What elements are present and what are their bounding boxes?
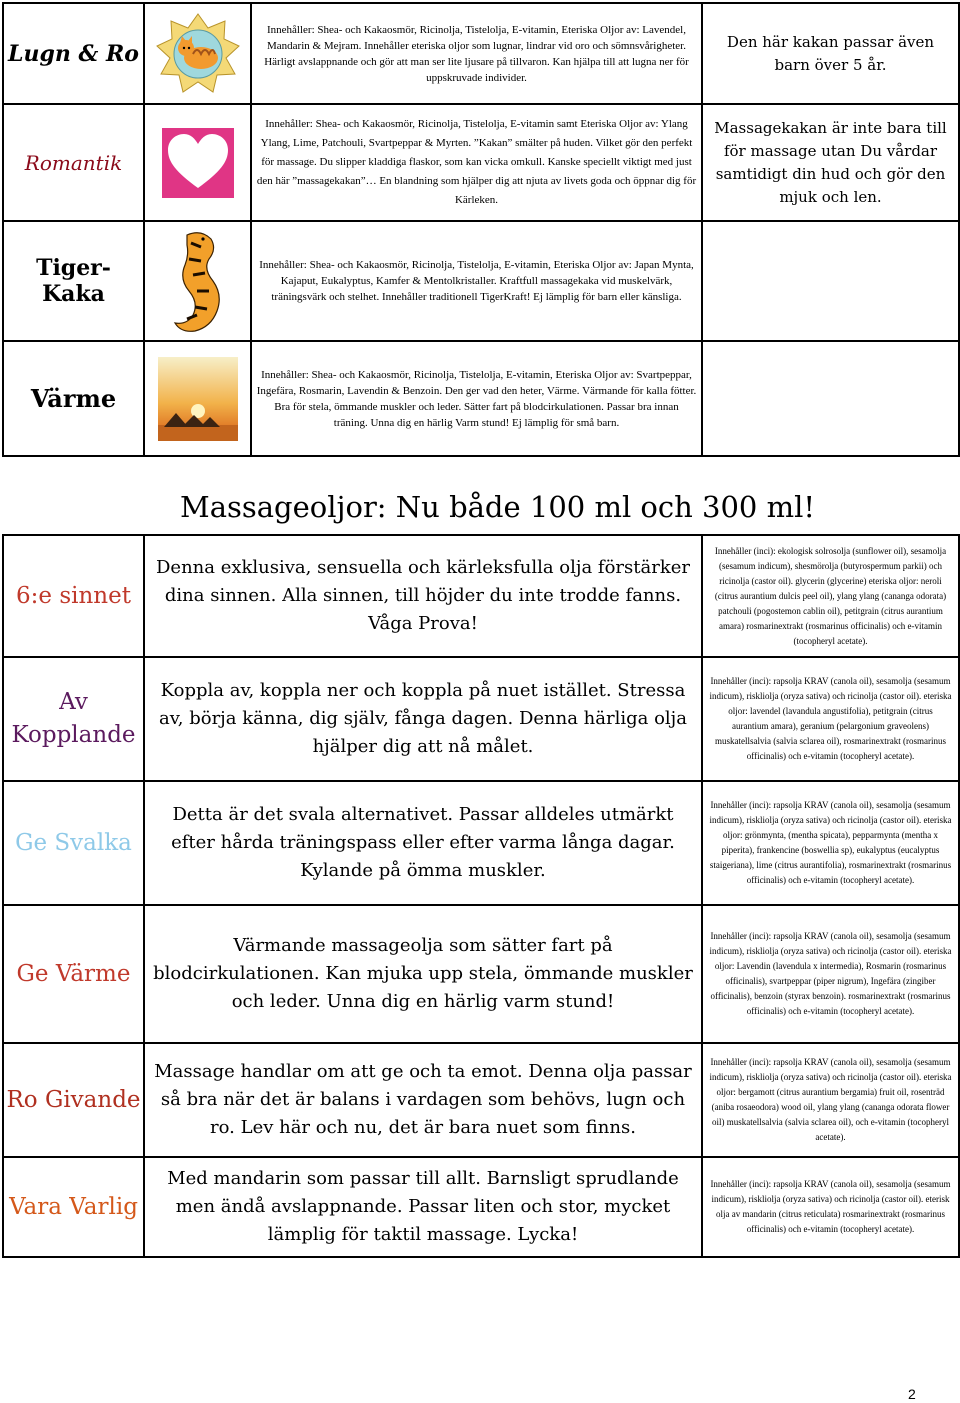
oil-row bbox=[3, 1157, 959, 1257]
oil-description: Med mandarin som passar till allt. Barnsligt sprudlande men ändå avslappnande. Passar liten och stor, mycket lämplig för taktil massage. Lycka! bbox=[144, 1157, 702, 1257]
cake-note: Den här kakan passar även barn över 5 år. bbox=[702, 3, 959, 104]
oil-name: 6:e sinnet bbox=[3, 535, 144, 657]
pyramids-sunset-icon bbox=[158, 357, 238, 441]
oil-ingredients: Innehåller (inci): rapsolja KRAV (canola oil), sesamolja (sesamum indicum), riskliolja (oryza sativa) och ricinolja (castor oil). eteriska oljor: bergamott (citrus aurantium bergamia) fruit oil, rosenträd (aniba rosaeodora) wood oil, ylang ylang (cananga odorata flower oil) muskatellsalvia (salvia sclarea oil), och e-vitamin (tocopheryl acetate). bbox=[702, 1043, 959, 1157]
cake-description: Innehåller: Shea- och Kakaosmör, Ricinolja, Tistelolja, E-vitamin samt Eteriska Oljor av: Ylang Ylang, Lime, Patchouli, Svartpeppar & Myrten. ”Kakan” smälter på huden. Vilket gör den perfekt för massage. Du slipper kladdiga flaskor, som kan vicka omkull. Kanske speciellt viktigt med just den här ”massagekakan”… En blandning som hjälper dig att njuta av livets goda och öppnar dig för Kärleken. bbox=[251, 104, 702, 221]
cake-description: Innehåller: Shea- och Kakaosmör, Ricinolja, Tistelolja, E-vitamin, Eteriska Oljor av: Japan Mynta, Kajaput, Eukalyptus, Kamfer & Mentolkristaller. Kraftfull massagekaka vid muskelvärk, träningsvärk och stelhet. Innehåller traditionell TigerKraft! Ej lämplig för barn eller känsliga. bbox=[251, 221, 702, 341]
cake-name: Lugn & Ro bbox=[3, 3, 144, 104]
cake-image bbox=[144, 3, 251, 104]
cake-name: Romantik bbox=[3, 104, 144, 221]
cat-icon bbox=[155, 12, 241, 96]
cake-image bbox=[144, 221, 251, 341]
cake-image bbox=[144, 104, 251, 221]
cake-row bbox=[3, 221, 959, 341]
oil-description: Denna exklusiva, sensuella och kärleksfulla olja förstärker dina sinnen. Alla sinnen, till höjder du inte trodde fanns. Våga Prova! bbox=[144, 535, 702, 657]
oil-name: Av Kopplande bbox=[3, 657, 144, 781]
cake-name: Värme bbox=[3, 341, 144, 456]
oil-row bbox=[3, 657, 959, 781]
cake-description: Innehåller: Shea- och Kakaosmör, Ricinolja, Tistelolja, E-vitamin, Eteriska Oljor av: Svartpeppar, Ingefära, Rosmarin, Lavendin & Benzoin. Den ger vad den heter, Värme. Värmande för kalla fötter. Bra för stela, ömmande muskler och leder. Sätter fart på blodcirkulationen. Passar bra innan träning. Unna dig en härlig Varm stund! Ej lämplig för små barn. bbox=[251, 341, 702, 456]
cake-image bbox=[144, 341, 251, 456]
oil-description: Detta är det svala alternativet. Passar alldeles utmärkt efter hårda träningspass eller efter varma långa dagar. Kylande på ömma muskler. bbox=[144, 781, 702, 905]
cakes-table bbox=[2, 2, 960, 457]
oil-name: Ge Svalka bbox=[3, 781, 144, 905]
cake-description: Innehåller: Shea- och Kakaosmör, Ricinolja, Tistelolja, E-vitamin, Eteriska Oljor av: Lavendel, Mandarin & Mejram. Innehåller eteriska oljor som lugnar, lindrar vid oro och sömnsvårigheter. Härligt avslappnande och gör att man ser lite ljusare på tillvaron. Kan hjälpa till att lugna ner för uppskruvade individer. bbox=[251, 3, 702, 104]
cake-note-empty bbox=[702, 341, 959, 456]
cake-row bbox=[3, 104, 959, 221]
oil-name: Ro Givande bbox=[3, 1043, 144, 1157]
page-number: 2 bbox=[908, 1386, 916, 1402]
cake-name: Tiger- Kaka bbox=[3, 221, 144, 341]
oil-description: Koppla av, koppla ner och koppla på nuet istället. Stressa av, börja känna, dig själv, fånga dagen. Denna härliga olja hjälper dig att nå målet. bbox=[144, 657, 702, 781]
oils-heading: Massageoljor: Nu både 100 ml och 300 ml! bbox=[180, 490, 816, 524]
tiger-icon bbox=[167, 229, 229, 333]
heart-icon bbox=[162, 128, 234, 198]
oil-row bbox=[3, 781, 959, 905]
oil-description: Massage handlar om att ge och ta emot. Denna olja passar så bra när det är balans i vardagen som behövs, lugn och ro. Lev här och nu, det är bara nuet som finns. bbox=[144, 1043, 702, 1157]
cake-row bbox=[3, 3, 959, 104]
oil-ingredients: Innehåller (inci): rapsolja KRAV (canola oil), sesamolja (sesamum indicum), riskliolja (oryza sativa) och ricinolja (castor oil). eterisk olja av mandarin (citrus reticulata) rosmarinextrakt (rosmarinus officinalis) och e-vitamin (tocopheryl acetate). bbox=[702, 1157, 959, 1257]
oil-ingredients: Innehåller (inci): rapsolja KRAV (canola oil), sesamolja (sesamum indicum), riskliolja (oryza sativa) och ricinolja (castor oil). eteriska oljor: Lavendin (lavendula x intermedia), Rosmarin (rosmarinus officinalis), svartpeppar (piper nigrum), Ingefära (zingiber officinalis), benzoin (styrax benzoin). rosmarinextrakt (rosmarinus officinalis) och e-vitamin (tocopheryl acetate). bbox=[702, 905, 959, 1043]
oil-ingredients: Innehåller (inci): ekologisk solrosolja (sunflower oil), sesamolja (sesamum indicum), shesmörolja (butyrospermum parkii) och ricinolja (castor oil). glycerin (glycerine) eteriska oljor: neroli (citrus aurantium dulcis peel oil), ylang ylang (cananga odorata) patchouli (pogostemon cablin oil), petitgrain (citrus aurantium amara) rosmarinextrakt (rosmarinus officinalis) och e-vitamin (tocopheryl acetate). bbox=[702, 535, 959, 657]
cake-note: Massagekakan är inte bara till för massage utan Du vårdar samtidigt din hud och gör den mjuk och len. bbox=[702, 104, 959, 221]
oil-description: Värmande massageolja som sätter fart på blodcirkulationen. Kan mjuka upp stela, ömmande muskler och leder. Unna dig en härlig varm stund! bbox=[144, 905, 702, 1043]
oil-row bbox=[3, 1043, 959, 1157]
oil-row bbox=[3, 535, 959, 657]
oils-table bbox=[2, 534, 960, 1258]
oil-ingredients: Innehåller (inci): rapsolja KRAV (canola oil), sesamolja (sesamum indicum), riskliolja (oryza sativa) och ricinolja (castor oil). eteriska oljor: grönmynta, (mentha spicata), pepparmynta (mentha x piperita), frankencine (boswellia sp), eukalyptus (eucalyptus staigeriana), lime (citrus aurantifolia), rosmarinextrakt (rosmarinus officinalis) och e-vitamin (tocopheryl acetate). bbox=[702, 781, 959, 905]
oil-name: Ge Värme bbox=[3, 905, 144, 1043]
oil-name: Vara Varlig bbox=[3, 1157, 144, 1257]
cake-note-empty bbox=[702, 221, 959, 341]
oil-row bbox=[3, 905, 959, 1043]
cake-row bbox=[3, 341, 959, 456]
oil-ingredients: Innehåller (inci): rapsolja KRAV (canola oil), sesamolja (sesamum indicum), riskliolja (oryza sativa) och ricinolja (castor oil). eteriska oljor: lavendel (lavandula angustifolia), petitgrain (citrus aurantium amara), geranium (pelargonium graveolens) muskatellsalvia (salvia sclarea oil), rosmarinextrakt (rosmarinus officinalis) och e-vitamin (tocopheryl acetate). bbox=[702, 657, 959, 781]
